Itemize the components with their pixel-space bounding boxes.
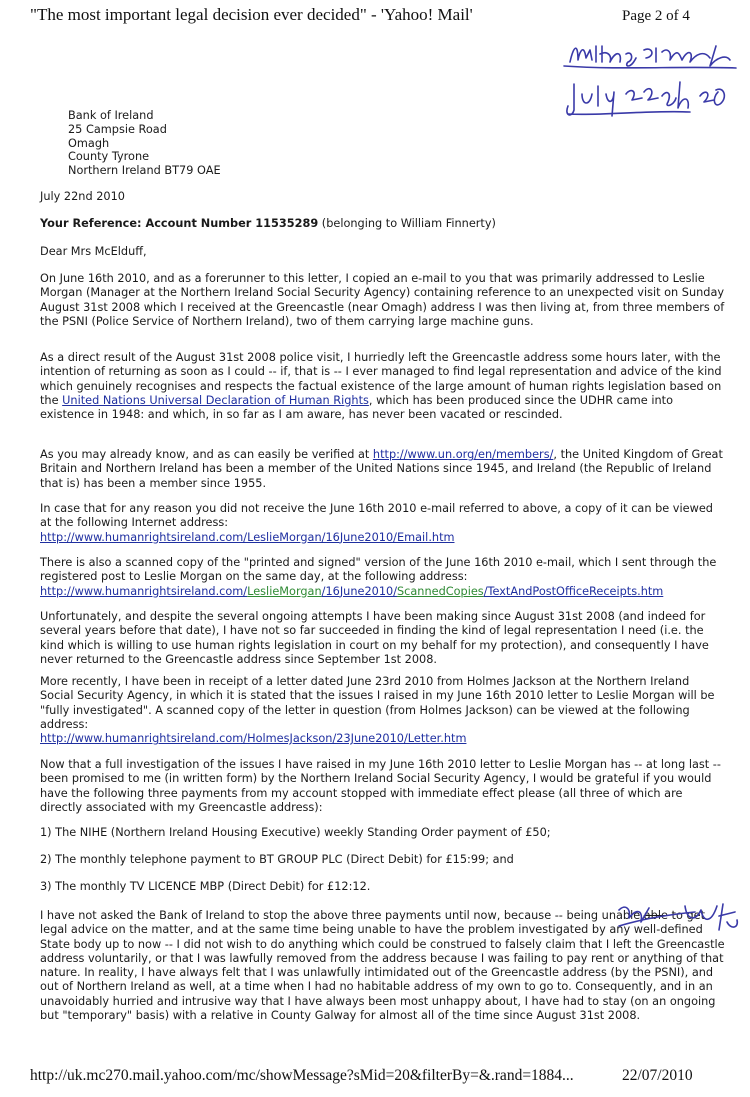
address-line: County Tyrone <box>68 150 150 164</box>
paragraph-2-text: As a direct result of the August 31st 2008 police visit, I hurriedly left the Greencastle address some hours later, with the intention of returning as soon as I could -- if, that is -- I ever managed to find legal representation and advice of the kind which genuinely recognises and respects the factual existence of the large amount of human rights legislation based on the <box>40 351 722 407</box>
payment-item-3: 3) The monthly TV LICENCE MBP (Direct Debit) for £12:12. <box>40 880 371 893</box>
page-number: Page 2 of 4 <box>622 8 690 24</box>
handwritten-initials <box>615 900 745 942</box>
address-line: 25 Campsie Road <box>68 122 167 136</box>
scanned-copies-link-line <box>40 585 663 598</box>
paragraph-2 <box>40 351 726 422</box>
address-line: Omagh <box>68 136 110 150</box>
print-footer-url: http://uk.mc270.mail.yahoo.com/mc/showMessage?sMid=20&filterBy=&.rand=1884... <box>30 1067 574 1084</box>
scanned-copies-link-part[interactable]: /TextAndPostOfficeReceipts.htm <box>483 584 664 598</box>
paragraph-9-text: I have not asked the Bank of Ireland to stop the above three payments until now, because -- being unable <box>40 909 644 922</box>
reference-label: Your Reference: Account Number 11535289 <box>40 217 319 230</box>
paragraph-7 <box>40 675 726 746</box>
holmes-jackson-letter-link[interactable]: http://www.humanrightsireland.com/HolmesJackson/23June2010/Letter.htm <box>40 732 467 745</box>
scanned-copies-link-part[interactable]: /16June2010/ <box>321 584 397 598</box>
paragraph-9-text-rest: to get legal advice on the matter, and at the same time being unable to have the problem investigated by any well-defined State body up to now -- I did not wish to do anything which could be construed to falsely claim that I left the Greencastle address voluntarily, or that I was lawfully removed from the address because I was failing to pay rent or anything of that nature. In reality, I have always felt that I was unlawfully intimidated out of the Greencastle address (by the PSNI), and out of Northern Ireland as well, at a time when I had no habitable address of my own to go to. Consequently, and in an unavoidably hurried and intrusive way that I have always been most unhappy about, I have had to stay (on an ongoing but "temporary" basis) with a relative in County Galway for almost all of the time since August 31st 2008. <box>40 909 725 1022</box>
paragraph-5-text: There is also a scanned copy of the "printed and signed" version of the June 16th 2010 e-mail, which I sent through the registered post to Leslie Morgan on the same day, at the following address: <box>40 556 717 584</box>
print-footer-date: 22/07/2010 <box>622 1067 693 1084</box>
paragraph-8: Now that a full investigation of the issues I have raised in my June 16th 2010 letter to Leslie Morgan has -- at long last -- been promised to me (in written form) by the Northern Ireland Social Security Agency, I would be grateful if you would have the following three payments from my account stopped with immediate effect please (all three of which are directly associated with my Greencastle address): <box>40 758 721 814</box>
scanned-copies-link-part[interactable]: ScannedCopies <box>397 584 484 598</box>
paragraph-3-text-end: , the United Kingdom of Great Britain and Northern Ireland has been a member of the United Nations since 1945, and Ireland (the Republic of Ireland that is) has been a member since 1955. <box>40 448 723 490</box>
udhr-link[interactable]: United Nations Universal Declaration of Human Rights <box>62 393 369 407</box>
address-line: Bank of Ireland <box>68 109 154 122</box>
struck-word: able <box>643 909 668 922</box>
paragraph-4 <box>40 502 726 545</box>
paragraph-5 <box>40 556 726 599</box>
handwritten-signature <box>560 36 740 126</box>
paragraph-1: On June 16th 2010, and as a forerunner to this letter, I copied an e-mail to you that was primarily addressed to Leslie Morgan (Manager at the Northern Ireland Social Security Agency) containing reference to an unexpected visit on Sunday August 31st 2008 which I received at the Greencastle (near Omagh) address I was then living at, from three members of the PSNI (Police Service of Northern Ireland), two of them carrying large machine guns. <box>40 272 725 328</box>
scanned-copies-link-part[interactable]: http://www.humanrightsireland.com/ <box>40 584 248 598</box>
payment-item-2: 2) The monthly telephone payment to BT GROUP PLC (Direct Debit) for £15:99; and <box>40 853 514 866</box>
email-link[interactable]: http://www.humanrightsireland.com/LeslieMorgan/16June2010/Email.htm <box>40 530 455 544</box>
scanned-copies-link-part[interactable]: LeslieMorgan <box>247 584 322 598</box>
reference-note: (belonging to William Finnerty) <box>318 217 496 230</box>
paragraph-2-text-end: , which has been produced since the UDHR came into existence in 1948: and which, in so far as I am aware, has never been vacated or rescinded. <box>40 393 673 421</box>
paragraph-4-text: In case that for any reason you did not receive the June 16th 2010 e-mail referred to above, a copy of it can be viewed at the following Internet address: <box>40 502 713 530</box>
un-members-link[interactable]: http://www.un.org/en/members/ <box>372 448 554 461</box>
letter-date: July 22nd 2010 <box>40 190 125 203</box>
reference-line <box>40 217 726 231</box>
paragraph-3 <box>40 448 726 491</box>
address-line: Northern Ireland BT79 OAE <box>68 164 221 178</box>
paragraph-7-text: More recently, I have been in receipt of a letter dated June 23rd 2010 from Holmes Jackson at the Northern Ireland Social Security Agency, in which it is stated that the issues I raised in my June 16th 2010 letter to Leslie Morgan will be "fully investigated". A scanned copy of the letter in question (from Holmes Jackson) can be viewed at the following address: <box>40 675 715 731</box>
salutation: Dear Mrs McElduff, <box>40 245 147 258</box>
payment-item-1: 1) The NIHE (Northern Ireland Housing Executive) weekly Standing Order payment of £50; <box>40 826 551 839</box>
paragraph-6: Unfortunately, and despite the several ongoing attempts I have been making since August 31st 2008 (and indeed for several years before that date), I have not so far succeeded in finding the kind of legal representation I need (i.e. the kind which is willing to use human rights legislation in court on my behalf for my protection), and consequently I have never returned to the Greencastle address since September 1st 2008. <box>40 610 709 666</box>
recipient-address <box>68 109 221 178</box>
paragraph-3-text: As you may already know, and as can easily be verified at <box>40 448 373 461</box>
print-header-title: "The most important legal decision ever decided" - 'Yahoo! Mail' <box>30 5 473 24</box>
